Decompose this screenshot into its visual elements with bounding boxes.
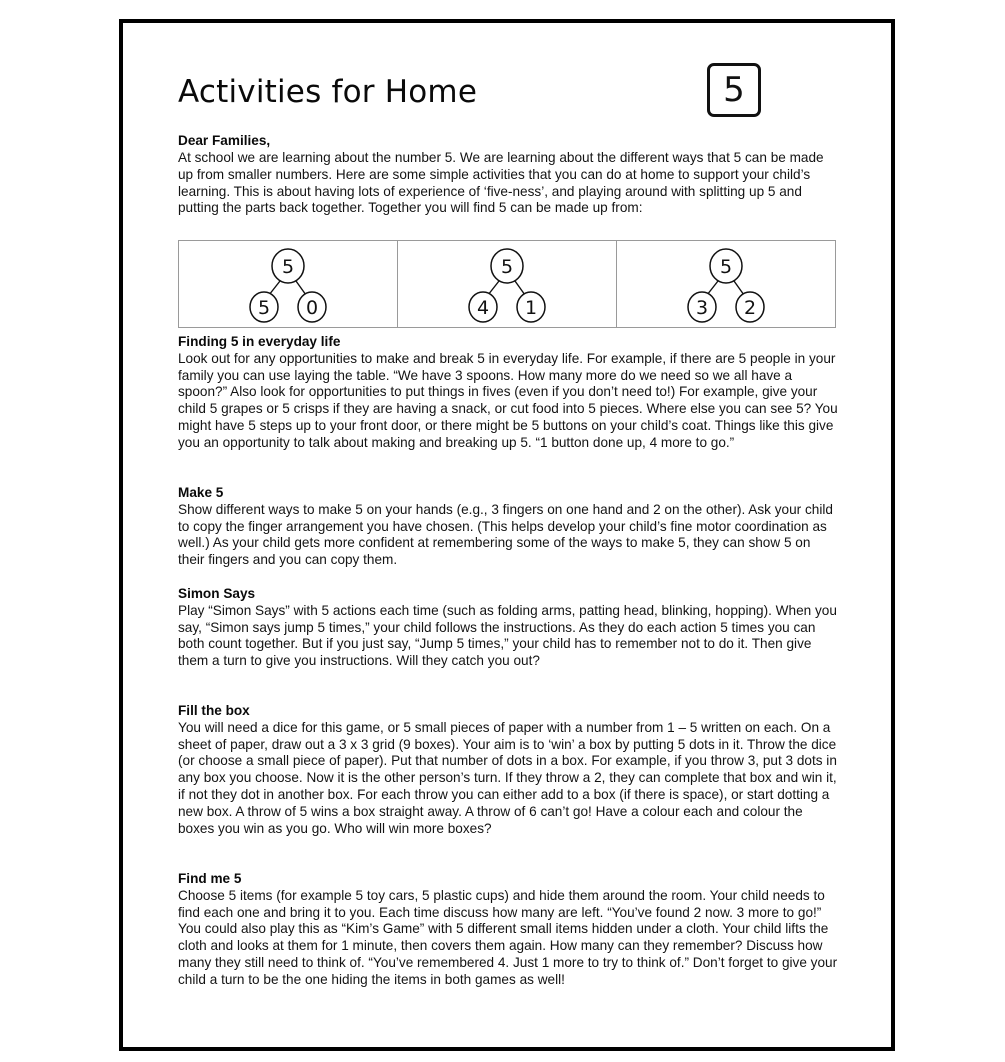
bond-part-b: 0 [305,297,319,319]
section-find-me-5 [178,871,838,989]
number-bonds-table [178,240,836,328]
section-fill-the-box [178,703,838,837]
number-bond-diagram [179,241,397,327]
bond-whole: 5 [500,256,514,278]
bond-part-a: 3 [695,297,709,319]
letter-greeting: Dear Families, [178,133,271,148]
number-bond-diagram [617,241,835,327]
section-heading: Find me 5 [178,871,242,886]
bond-part-b: 1 [524,297,538,319]
section-make-5 [178,485,838,569]
number-bond-cell [179,241,398,327]
section-heading: Make 5 [178,485,224,500]
number-bond-diagram [398,241,616,327]
section-body: Play “Simon Says” with 5 actions each time (such as folding arms, patting head, blinking, hopping). When you say, “Simon says jump 5 times,” your child follows the instructions. As they do each action 5 times you can both count together. But if you just say, “Jump 5 times,” your child has to remember not to do it. Then give them a turn to give you instructions. Will they catch you out? [178,602,837,669]
section-body: You will need a dice for this game, or 5 small pieces of paper with a number from 1 – 5 written on each. On a sheet of paper, draw out a 3 x 3 grid (9 boxes). Your aim is to ‘win’ a box by putting 5 dots in it. Throw the dice (or choose a small piece of paper). Put that number of dots in a box. For example, if you throw 3, put 3 dots in any box you choose. Now it is the other person’s turn. If they throw a 2, they can complete that box and win it, if not they dot in another box. For each throw you can either add to a box (if there is space), or start dotting a new box. A throw of 5 wins a box straight away. A throw of 6 can’t go! Have a colour each and colour the boxes you win as you go. Who will win more boxes? [178,719,837,836]
page-title: Activities for Home [178,74,478,110]
section-body: Show different ways to make 5 on your hands (e.g., 3 fingers on one hand and 2 on the other). Ask your child to copy the finger arrangement you have chosen. (This helps develop your child’s fine motor coordination as well.) As your child gets more confident at remembering some of the ways to make 5, they can show 5 on their fingers and you can copy them. [178,501,833,568]
section-heading: Simon Says [178,586,256,601]
bond-whole: 5 [719,256,733,278]
section-heading: Finding 5 in everyday life [178,334,341,349]
section-body: Look out for any opportunities to make and break 5 in everyday life. For example, if there are 5 people in your family you can use laying the table. “We have 3 spoons. How many more do we need so we all have a spoon?” Also look for opportunities to put things in fives (even if you don’t need to!) For example, give your child 5 grapes or 5 crisps if they are having a snack, or cut food into 5 pieces. Where else you can see 5? You might have 5 steps up to your front door, or there might be 5 buttons on your child’s coat. Things like this give you an opportunity to talk about making and breaking up 5. “1 button done up, 4 more to go.” [178,350,838,450]
bond-part-a: 5 [257,297,271,319]
number-bond-cell [617,241,835,327]
letter-intro: At school we are learning about the number 5. We are learning about the different ways that 5 can be made up from smaller numbers. Here are some simple activities that you can do at home to support your child’s learning. This is about having lots of experience of ‘five-ness’, and playing around with splitting up 5 and putting the parts back together. Together you will find 5 can be made up from: [178,150,824,216]
bond-part-a: 4 [476,297,490,319]
section-finding-5 [178,334,838,452]
number-bond-cell [398,241,617,327]
section-heading: Fill the box [178,703,250,718]
section-body: Choose 5 items (for example 5 toy cars, 5 plastic cups) and hide them around the room. Your child needs to find each one and bring it to you. Each time discuss how many are left. “You’ve found 2 now. 3 more to go!” You could also play this as “Kim’s Game” with 5 different small items hidden under a cloth. Your child lifts the cloth and looks at them for 1 minute, then covers them again. How many can they remember? Discuss how many they still need to think of. “You’ve remembered 4. Just 1 more to try to think of.” Don’t forget to give your child a turn to be the one hiding the items in both games as well! [178,887,838,987]
bond-whole: 5 [281,256,295,278]
bond-part-b: 2 [743,297,757,319]
section-simon-says [178,586,838,670]
number-badge [707,63,761,117]
badge-number: 5 [723,70,745,110]
